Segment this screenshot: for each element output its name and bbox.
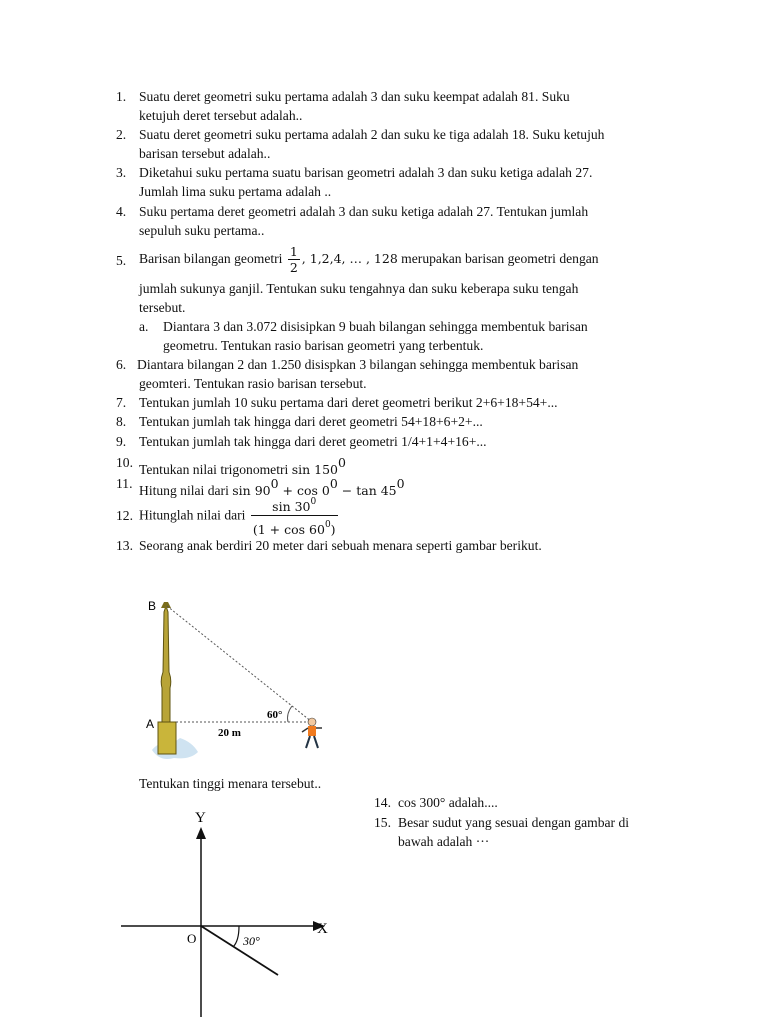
q5-frac-bot: 2: [289, 259, 298, 275]
q10-text: Tentukan nilai trigonometri: [139, 462, 292, 477]
q8-number: 8.: [116, 414, 127, 429]
q10-math: sin 150: [291, 462, 338, 477]
q3-number: 3.: [116, 165, 127, 180]
q12-bot-degree: 0: [324, 520, 331, 530]
q6-number: 6.: [116, 357, 127, 372]
q11-s1: 0: [270, 476, 279, 491]
q2-line1: Suatu deret geometri suku pertama adalah 2 dan suku ke tiga adalah 18. Suku ketujuh: [139, 127, 605, 142]
q11-s2: 0: [329, 476, 338, 491]
q14-number: 14.: [374, 795, 391, 810]
angle-arc: [288, 706, 293, 722]
q12-numerator: [251, 494, 338, 516]
angle-label: 60°: [267, 709, 283, 721]
q5-line1: [139, 240, 599, 278]
q10-number: 10.: [116, 455, 133, 470]
q2-number: 2.: [116, 127, 127, 142]
q5-sub-line2: geometru. Tentukan rasio barisan geometri yang terbentuk.: [163, 338, 484, 353]
tower-body: [161, 606, 171, 722]
label-30deg: 30°: [243, 934, 260, 948]
q5-pre: Barisan bilangan geometri: [139, 251, 286, 266]
tower-top: [161, 602, 171, 608]
q13-text: Seorang anak berdiri 20 meter dari sebuah menara seperti gambar berikut.: [139, 538, 542, 553]
q10-degree: 0: [338, 455, 346, 470]
label-o: O: [187, 931, 197, 946]
q5-sequence: , 1,2,4, … , 128: [301, 251, 398, 266]
angle-arc-30: [233, 926, 239, 947]
q6-line1: Diantara bilangan 2 dan 1.250 disispkan 3 bilangan sehingga membentuk barisan: [137, 357, 579, 372]
q3-line2: Jumlah lima suku pertama adalah ..: [139, 184, 332, 199]
q15-number: 15.: [374, 815, 391, 830]
q5-line3: tersebut.: [139, 300, 186, 315]
q5-number: 5.: [116, 253, 127, 268]
q13-number: 13.: [116, 538, 133, 553]
q3-line1: Diketahui suku pertama suatu barisan geometri adalah 3 dan suku ketiga adalah 27.: [139, 165, 593, 180]
q5-fraction: [288, 244, 300, 276]
q11-m2: + cos 0: [278, 483, 330, 498]
q1-number: 1.: [116, 89, 127, 104]
q1-line2: ketujuh deret tersebut adalah..: [139, 108, 303, 123]
q15-line1: Besar sudut yang sesuai dengan gambar di: [398, 815, 630, 830]
q12-top: sin 30: [272, 499, 311, 514]
q4-line1: Suku pertama deret geometri adalah 3 dan suku ketiga adalah 27. Tentukan jumlah: [139, 204, 589, 219]
q12-number: 12.: [116, 508, 133, 523]
q9-text: Tentukan jumlah tak hingga dari deret geometri 1/4+1+4+16+...: [139, 434, 487, 449]
axes-figure: [115, 805, 340, 1020]
q7-number: 7.: [116, 395, 127, 410]
distance-label: 20 m: [218, 727, 241, 739]
q7-text: Tentukan jumlah 10 suku pertama dari deret geometri berikut 2+6+18+54+...: [139, 395, 558, 410]
q11-m1: sin 90: [232, 483, 271, 498]
q11-m3: − tan 45: [337, 483, 397, 498]
q12-bot-close: ): [330, 522, 336, 537]
q5-frac-top: 1: [289, 243, 298, 259]
q5-sub-label: a.: [139, 319, 149, 334]
label-x: X: [317, 921, 328, 937]
q13-followup: Tentukan tinggi menara tersebut..: [139, 776, 322, 791]
q12-fraction: [251, 494, 338, 539]
q5-sub-line1: Diantara 3 dan 3.072 disisipkan 9 buah bilangan sehingga membentuk barisan: [163, 319, 588, 334]
q12-bot: (1 + cos 60: [252, 522, 325, 537]
ray-line: [201, 926, 278, 975]
q12-text: Hitunglah nilai dari: [139, 507, 249, 523]
label-a: A: [146, 717, 155, 731]
q9-number: 9.: [116, 434, 127, 449]
label-y: Y: [195, 810, 206, 826]
q4-number: 4.: [116, 204, 127, 219]
q2-line2: barisan tersebut adalah..: [139, 146, 271, 161]
line-of-sight: [167, 606, 312, 722]
q14-text: cos 300° adalah....: [398, 795, 498, 810]
q11-text: Hitung nilai dari: [139, 483, 233, 498]
q15-line2: bawah adalah ···: [398, 834, 490, 849]
q6-line2: geomteri. Tentukan rasio barisan tersebut.: [139, 376, 367, 391]
q5-post: merupakan barisan geometri dengan: [397, 251, 599, 266]
q11-s3: 0: [396, 476, 405, 491]
q1-line1: Suatu deret geometri suku pertama adalah 3 dan suku keempat adalah 81. Suku: [139, 89, 570, 104]
q12-line: [139, 494, 340, 539]
tower-figure: [140, 592, 340, 772]
tower-base: [158, 722, 176, 754]
y-axis-arrow: [196, 827, 206, 839]
q12-top-degree: 0: [310, 497, 317, 507]
q11-number: 11.: [116, 476, 133, 491]
q4-line2: sepuluh suku pertama..: [139, 223, 265, 238]
q8-text: Tentukan jumlah tak hingga dari deret geometri 54+18+6+2+...: [139, 414, 483, 429]
q5-line2: jumlah sukunya ganjil. Tentukan suku tengahnya dan suku keberapa suku tengah: [139, 281, 579, 296]
label-b: B: [148, 599, 157, 613]
